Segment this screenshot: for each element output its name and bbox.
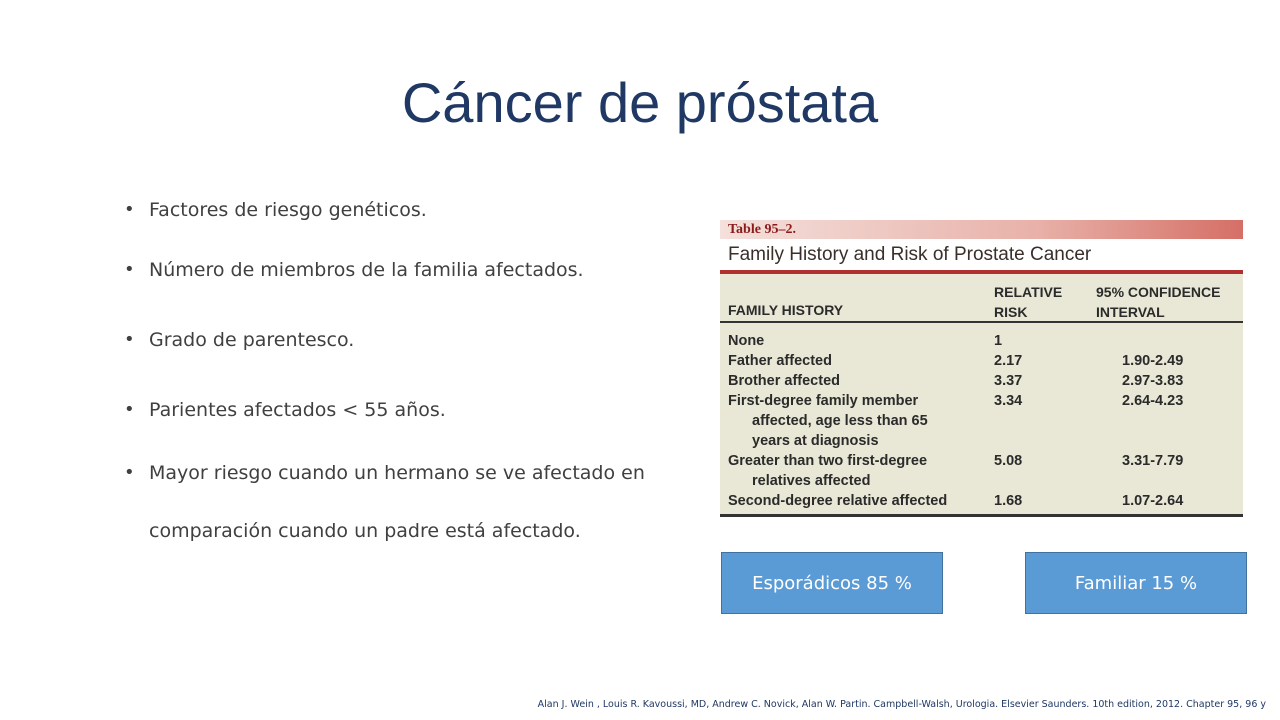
table-row — [720, 351, 1243, 371]
cell-history — [720, 391, 988, 451]
familial-box: Familiar 15 % — [1025, 552, 1247, 614]
table-row — [720, 371, 1243, 391]
cell-history-line1: First-degree family member — [728, 393, 919, 409]
bullet-list — [124, 190, 694, 560]
citation: Alan J. Wein , Louis R. Kavoussi, MD, Andrew C. Novick, Alan W. Partin. Campbell-Walsh, Urologia. Elsevier Saunders. 10th edition, 2012. Chapter 95, 96 y — [537, 699, 1266, 710]
cell-history-line1: Greater than two first-degree — [728, 453, 928, 469]
table-caption: Family History and Risk of Prostate Cancer — [720, 239, 1243, 274]
table-number: Table 95–2. — [720, 220, 1243, 239]
header-relative-risk-line2: RISK — [994, 304, 1028, 320]
cell-history: None — [728, 333, 765, 349]
header-ci-line2: INTERVAL — [1096, 304, 1165, 320]
cell-risk: 3.37 — [994, 373, 1023, 389]
cell-ci: 2.97-3.83 — [1122, 373, 1184, 389]
cell-ci: 3.31-7.79 — [1122, 453, 1184, 469]
table-row — [720, 331, 1243, 351]
table-row — [720, 451, 1243, 491]
cell-risk: 2.17 — [994, 353, 1023, 369]
table-header — [720, 274, 1243, 323]
header-relative-risk — [994, 282, 1074, 322]
cell-history: Brother affected — [728, 373, 840, 389]
table-row — [720, 491, 1243, 511]
header-ci-line1: 95% CONFIDENCE — [1096, 284, 1221, 300]
cell-risk: 1.68 — [994, 493, 1023, 509]
header-confidence-interval — [1096, 282, 1246, 322]
table-row — [720, 391, 1243, 451]
header-family-history: FAMILY HISTORY — [728, 302, 844, 318]
cell-history — [720, 451, 988, 491]
cell-history: Second-degree relative affected — [728, 493, 948, 509]
cell-risk: 3.34 — [994, 393, 1023, 409]
sporadic-box: Esporádicos 85 % — [721, 552, 943, 614]
cell-history-line2: relatives affected — [752, 473, 871, 489]
table-bottom-rule — [720, 514, 1243, 517]
family-history-table — [720, 220, 1243, 517]
cell-risk: 1 — [994, 333, 1003, 349]
header-relative-risk-line1: RELATIVE — [994, 284, 1063, 300]
cell-risk: 5.08 — [994, 453, 1023, 469]
cell-history-line2: affected, age less than 65 — [752, 413, 928, 429]
slide-title: Cáncer de próstata — [401, 71, 879, 134]
cell-history: Father affected — [728, 353, 832, 369]
table-body — [720, 323, 1243, 511]
bullet-item: • Mayor riesgo cuando un hermano se ve afectado en comparación cuando un padre está afectado. — [124, 444, 694, 560]
bullet-item: • Parientes afectados < 55 años. — [124, 390, 694, 430]
cell-ci: 1.90-2.49 — [1122, 353, 1184, 369]
cell-ci: 1.07-2.64 — [1122, 493, 1184, 509]
bullet-item: • Factores de riesgo genéticos. — [124, 190, 694, 230]
bullet-item: • Grado de parentesco. — [124, 320, 694, 360]
cell-history-line3: years at diagnosis — [752, 433, 879, 449]
bullet-item: • Número de miembros de la familia afectados. — [124, 250, 694, 290]
cell-ci: 2.64-4.23 — [1122, 393, 1184, 409]
